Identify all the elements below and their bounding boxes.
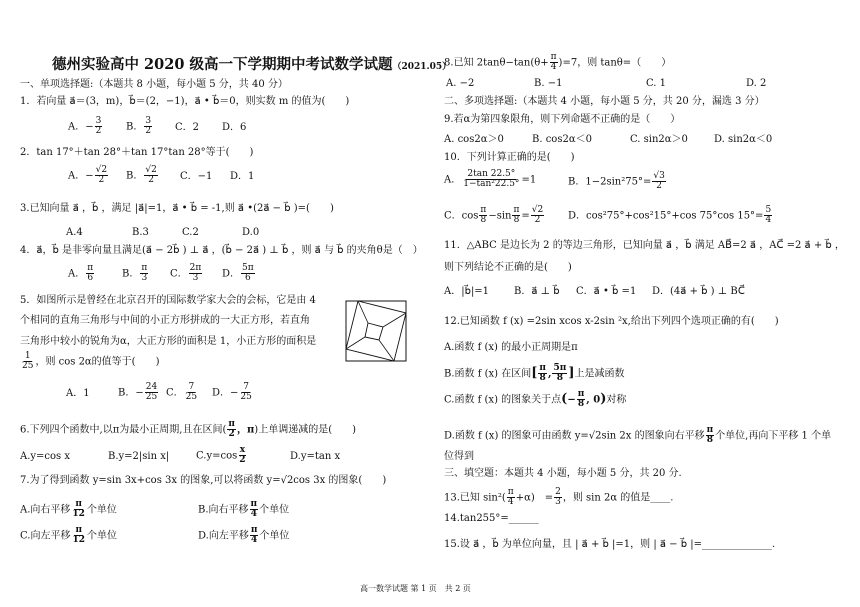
q9-option-c: C. sin2α＞0: [630, 134, 688, 145]
q6-stem: 6.下列四个函数中,以π为最小正周期,且在区间( $\frac{\pi}{2}$ ，π)上单调递减的是( ): [20, 419, 357, 440]
q5-option-b: B．− $\frac{24}{25}$: [118, 382, 158, 403]
q15-stem: 15.设 a⃗ ，b⃗ 为单位向量，且 | a⃗ + b⃗ |=1，则 | a⃗ − b⃗ |=______________.: [444, 539, 776, 550]
q5-option-c: C． $\frac{7}{25}$: [166, 382, 198, 403]
q12-stem: 12.已知函数 f (x) =2sin xcos x-2sin ²x,给出下列四个选项正确的有( ): [444, 316, 779, 327]
section-multi-choice: 二、多项选择题:（本题共 4 小题，每小题 5 分，共 20 分，漏选 3 分）: [444, 96, 765, 107]
q3-option-a: A.4: [66, 227, 83, 238]
q11-line-2: 则下列结论不正确的是( ): [444, 262, 572, 273]
q3-option-d: D.0: [242, 227, 260, 238]
q1-option-a: A．− $\frac{3}{2}$: [68, 116, 102, 137]
q10-option-c: C．cos $\frac{\pi}{8}$ −sin $\frac{\pi}{8}$ = $\frac{√2}{2}$: [444, 205, 544, 226]
q1-stem: 1．若向量 a⃗＝(3，m)，b⃗＝(2，−1)，a⃗ • b⃗＝0，则实数 m 的值为( ): [20, 96, 350, 107]
q6-option-d: D.y=tan x: [290, 451, 341, 462]
q1-option-b: B． $\frac{3}{2}$: [126, 116, 152, 137]
q8-option-a: A. −2: [446, 78, 475, 89]
q13-stem: 13.已知 sin²( $\frac{\pi}{4}$ +α) = $\frac{2}{3}$ ，则 sin 2α 的值是____.: [444, 487, 674, 508]
q9-option-b: B. cos2α＜0: [532, 134, 592, 145]
section-fill-blank: 三、填空题：本题共 4 小题，每小题 5 分，共 20 分.: [444, 468, 682, 479]
q8-option-d: D. 2: [746, 78, 767, 89]
q3-stem: 3.已知向量 a⃗ ，b⃗ ，满足 |a⃗|=1，a⃗ • b⃗ = -1,则 a⃗ •(2a⃗ − b⃗ )=( ): [20, 203, 334, 214]
q5-line-1: 5．如图所示是曾经在北京召开的国际数学家大会的会标，它是由 4: [20, 295, 316, 306]
q11-option-a: A．|b⃗|=1: [444, 286, 490, 297]
q2-option-b: B． $\frac{√2}{2}$: [126, 165, 157, 186]
q4-option-c: C． $\frac{2\pi}{3}$: [170, 263, 202, 284]
q14-stem: 14.tan255°=______: [444, 513, 539, 524]
q7-stem: 7.为了得到函数 y=sin 3x+cos 3x 的图象,可以将函数 y=√2cos 3x 的图象( ): [20, 475, 387, 486]
q5-line-2: 个相同的直角三角形与中间的小正方形拼成的一大正方形，若直角: [20, 315, 310, 326]
q4-option-a: A． $\frac{\pi}{6}$: [68, 263, 94, 284]
q9-stem: 9.若α为第四象限角，则下列命题不正确的是（ ）: [444, 114, 681, 125]
q6-option-a: A.y=cos x: [20, 451, 70, 462]
q4-option-b: B． $\frac{\pi}{3}$: [122, 263, 148, 284]
q5-square-diagram: [345, 300, 407, 362]
section-single-choice: 一、单项选择题:（本题共 8 小题，每小题 5 分，共 40 分）: [20, 79, 288, 90]
q7-option-a: A.向右平移 $\frac{\pi}{12}$ 个单位: [20, 499, 117, 520]
q12-option-c: C.函数 f (x) 的图象关于点(− $\frac{\pi}{8}$ , 0)对称: [444, 389, 627, 410]
q12-option-d: D.函数 f (x) 的图象可由函数 y=√2sin 2x 的图象向右平移 $\frac{\pi}{8}$ 个单位,再向下平移 1 个单: [444, 425, 832, 446]
page-footer: 高一数学试题 第 1 页 共 2 页: [360, 584, 471, 593]
q1-option-d: D．6: [222, 122, 247, 133]
q6-option-b: B.y=2|sin x|: [108, 451, 170, 462]
q9-option-d: D. sin2α＜0: [714, 134, 773, 145]
q4-stem: 4．a⃗，b⃗ 是非零向量且满足(a⃗ − 2b⃗ ) ⊥ a⃗ ，(b⃗ − 2a⃗ ) ⊥ b⃗ ，则 a⃗ 与 b⃗ 的夹角θ是（ ）: [20, 245, 423, 256]
page-title: 德州实验高中 2020 级高一下学期期中考试数学试题（2021.05）: [52, 56, 452, 73]
q11-option-d: D．(4a⃗ + b⃗ ) ⊥ BC⃗: [652, 286, 745, 297]
q5-line-3: 三角形中较小的锐角为α，大正方形的面积是 1，小正方形的面积是: [20, 336, 317, 347]
q11-line-1: 11．△ABC 是边长为 2 的等边三角形，已知向量 a⃗ ，b⃗ 满足 AB⃗=2 a⃗ ，AC⃗ =2 a⃗ + b⃗ ，: [444, 240, 845, 251]
q12-option-a: A.函数 f (x) 的最小正周期是π: [444, 342, 578, 353]
q9-option-a: A. cos2α＞0: [444, 134, 504, 145]
q3-option-b: B.3: [132, 227, 149, 238]
q2-stem: 2．tan 17°＋tan 28°＋tan 17°tan 28°等于( ): [20, 147, 254, 158]
q7-option-d: D.向左平移 $\frac{\pi}{4}$ 个单位: [198, 525, 290, 546]
q8-option-b: B. −1: [534, 78, 563, 89]
q10-option-b: B．1−2sin²75°= $\frac{√3}{2}$: [568, 171, 665, 192]
q10-option-a: A． $\frac{2\tan 22.5^\circ}{\text{1−tan²22.5°}}$ =1: [444, 169, 537, 190]
q10-stem: 10．下列计算正确的是( ): [444, 152, 575, 163]
q12-option-d-cont: 位得到: [444, 451, 474, 462]
q8-stem: 8.已知 2tanθ−tan(θ+ $\frac{\pi}{4}$ )=7，则 tanθ=（ ）: [444, 52, 672, 73]
q3-option-c: C.2: [182, 227, 199, 238]
q2-option-c: C．−1: [180, 171, 213, 182]
q8-option-c: C. 1: [646, 78, 667, 89]
q11-option-b: B．a⃗ ⊥ b⃗: [514, 286, 560, 297]
q11-option-c: C．a⃗ • b⃗ =1: [576, 286, 637, 297]
q5-line-4: $\frac{1}{25}$ ，则 cos 2α的值等于( ): [22, 351, 160, 372]
q2-option-a: A．− $\frac{√2}{2}$: [68, 165, 108, 186]
q5-option-a: A．1: [66, 388, 90, 399]
q7-option-b: B.向右平移 $\frac{\pi}{4}$ 个单位: [198, 499, 290, 520]
q6-option-c: C.y=cos $\frac{x}{2}$: [196, 445, 246, 466]
q1-option-c: C．2: [175, 122, 200, 133]
q12-option-b: B.函数 f (x) 在区间[ $\frac{\pi}{8}$ , $\frac{5\pi}{8}$ ]上是减函数: [444, 363, 625, 384]
q5-option-d: D．− $\frac{7}{25}$: [212, 382, 252, 403]
q10-option-d: D．cos²75°+cos²15°+cos 75°cos 15°= $\frac{5}{4}$: [568, 205, 772, 226]
q7-option-c: C.向左平移 $\frac{\pi}{12}$ 个单位: [20, 525, 118, 546]
q4-option-d: D． $\frac{5\pi}{6}$: [222, 263, 254, 284]
q2-option-d: D．1: [230, 171, 255, 182]
